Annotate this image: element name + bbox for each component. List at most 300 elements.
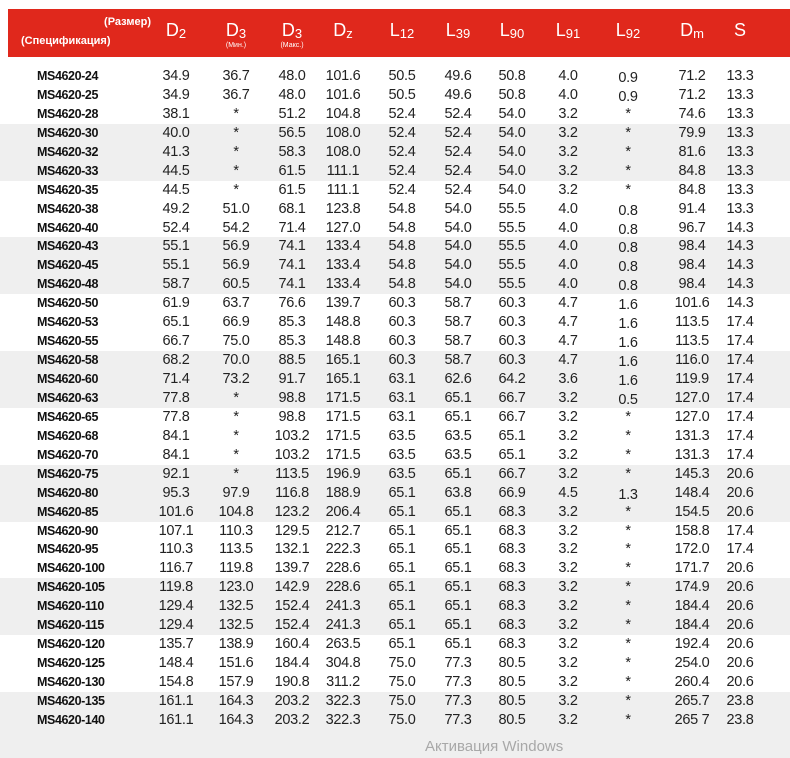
table-cell: 91.7 <box>278 371 306 387</box>
table-cell: 4.0 <box>558 86 578 103</box>
column-subscript: 39 <box>455 26 471 41</box>
table-cell: 65.1 <box>388 598 416 615</box>
table-cell: 160.4 <box>274 636 310 653</box>
table-cell: 14.3 <box>726 295 754 312</box>
table-cell: 3.2 <box>558 541 578 558</box>
table-cell: * <box>625 636 631 653</box>
table-cell: 123.2 <box>274 503 310 520</box>
table-cell: 65.1 <box>444 560 472 577</box>
table-cell: 4.0 <box>558 219 578 236</box>
table-cell: 13.3 <box>726 124 754 141</box>
table-cell: 4.5 <box>558 484 578 501</box>
table-cell: * <box>625 560 631 577</box>
table-cell: 54.0 <box>444 257 472 274</box>
table-cell: 20.6 <box>726 579 754 596</box>
table-row <box>0 654 790 673</box>
table-cell: 66.9 <box>222 314 250 331</box>
windows-activation-watermark: Активация Windows <box>425 738 564 755</box>
table-row <box>0 540 790 559</box>
table-cell: 20.6 <box>726 465 754 482</box>
table-cell: 77.8 <box>162 408 190 425</box>
table-cell: 148.4 <box>158 655 194 672</box>
table-cell: 206.4 <box>325 503 361 520</box>
column-note: (Макс.) <box>280 42 304 49</box>
table-cell: * <box>233 408 239 425</box>
table-cell: 184.4 <box>274 655 310 672</box>
table-cell: 52.4 <box>444 181 472 198</box>
table-cell: 54.8 <box>388 238 416 255</box>
row-spec-name: MS4620-25 <box>37 87 99 102</box>
table-cell: 56.9 <box>222 238 250 255</box>
row-spec-name: MS4620-120 <box>37 637 105 652</box>
table-cell: 63.8 <box>444 484 472 501</box>
table-cell: 52.4 <box>388 105 416 122</box>
table-cell: 80.5 <box>498 711 526 728</box>
table-cell: 184.4 <box>674 598 710 615</box>
row-spec-name: MS4620-38 <box>37 201 99 216</box>
table-row <box>0 578 790 597</box>
table-cell: 241.3 <box>325 598 361 615</box>
table-cell: 52.4 <box>444 105 472 122</box>
table-cell: 108.0 <box>325 124 361 141</box>
table-cell: 4.0 <box>558 238 578 255</box>
table-cell: 3.2 <box>558 655 578 672</box>
table-cell: 0.8 <box>618 202 638 219</box>
table-cell: 68.3 <box>498 636 526 653</box>
table-cell: 132.5 <box>218 617 254 634</box>
table-cell: 20.6 <box>726 617 754 634</box>
table-row <box>0 105 790 124</box>
table-cell: 91.4 <box>678 200 706 217</box>
table-cell: 63.7 <box>222 295 250 312</box>
row-spec-name: MS4620-140 <box>37 712 105 727</box>
table-cell: 44.5 <box>162 181 190 198</box>
table-cell: 1.6 <box>618 373 638 389</box>
table-cell: 65.1 <box>388 541 416 558</box>
table-row <box>0 465 790 484</box>
table-row <box>0 446 790 465</box>
table-cell: 65.1 <box>444 617 472 634</box>
table-cell: 3.2 <box>558 389 578 406</box>
table-cell: 111.1 <box>326 181 360 198</box>
column-header <box>500 20 524 41</box>
table-cell: 241.3 <box>325 617 361 634</box>
table-cell: 55.5 <box>498 257 526 274</box>
table-cell: 17.4 <box>726 446 754 463</box>
row-spec-name: MS4620-58 <box>37 353 99 368</box>
table-cell: 74.6 <box>678 105 706 122</box>
table-cell: 54.8 <box>388 257 416 274</box>
table-cell: 154.8 <box>158 674 194 690</box>
table-cell: 116.8 <box>275 484 309 501</box>
table-cell: 97.9 <box>222 484 250 501</box>
column-symbol: D <box>165 20 179 40</box>
table-cell: 63.1 <box>388 371 416 387</box>
table-cell: 60.3 <box>498 295 526 312</box>
row-spec-name: MS4620-115 <box>37 618 104 633</box>
table-cell: 77.3 <box>444 711 472 728</box>
table-cell: 133.4 <box>325 257 361 274</box>
table-cell: 123.0 <box>218 579 254 596</box>
table-cell: 3.2 <box>558 503 578 520</box>
table-cell: 304.8 <box>325 655 361 672</box>
row-spec-name: MS4620-110 <box>37 599 104 614</box>
table-cell: 52.4 <box>388 162 416 179</box>
column-header <box>680 20 704 41</box>
table-cell: 48.0 <box>278 86 306 103</box>
table-cell: 61.9 <box>162 295 190 312</box>
table-cell: 36.7 <box>222 68 250 84</box>
table-cell: 66.7 <box>498 389 526 406</box>
column-symbol: L <box>499 20 510 40</box>
table-cell: * <box>233 124 239 141</box>
table-cell: 171.5 <box>325 446 361 463</box>
table-cell: 119.8 <box>219 560 253 577</box>
table-cell: * <box>625 692 631 709</box>
table-cell: 92.1 <box>162 465 190 482</box>
table-cell: 54.8 <box>388 200 416 217</box>
table-cell: 145.3 <box>674 465 710 482</box>
table-cell: 3.2 <box>558 692 578 709</box>
table-row <box>0 181 790 200</box>
table-cell: 104.8 <box>218 503 254 520</box>
table-cell: 3.2 <box>558 446 578 463</box>
table-cell: 171.5 <box>325 389 361 406</box>
table-cell: 80.5 <box>498 674 526 690</box>
table-cell: 50.5 <box>388 68 416 84</box>
table-cell: 0.8 <box>618 221 638 238</box>
table-cell: 65.1 <box>498 446 526 463</box>
table-cell: 23.8 <box>726 692 754 709</box>
table-row <box>0 162 790 181</box>
row-spec-name: MS4620-28 <box>37 106 99 121</box>
table-cell: 63.1 <box>388 389 416 406</box>
table-cell: 20.6 <box>726 636 754 653</box>
table-row <box>0 484 790 503</box>
table-cell: 4.0 <box>558 276 578 293</box>
table-cell: * <box>233 427 239 444</box>
table-cell: * <box>625 655 631 672</box>
table-cell: 131.3 <box>674 446 710 463</box>
table-cell: 4.7 <box>558 295 578 312</box>
table-cell: 132.5 <box>218 598 254 615</box>
table-cell: 263.5 <box>325 636 361 653</box>
table-cell: 1.6 <box>618 297 638 314</box>
table-cell: * <box>625 408 631 425</box>
table-cell: 75.0 <box>388 692 416 709</box>
table-cell: * <box>625 446 631 463</box>
table-cell: 85.3 <box>278 333 306 350</box>
table-cell: 63.5 <box>444 427 472 444</box>
table-cell: 77.3 <box>444 692 472 709</box>
table-cell: 104.8 <box>325 105 361 122</box>
table-cell: * <box>625 105 631 122</box>
table-cell: 54.0 <box>444 200 472 217</box>
table-cell: * <box>233 389 239 406</box>
row-spec-name: MS4620-60 <box>37 372 99 386</box>
table-cell: 190.8 <box>274 674 310 690</box>
table-cell: 58.7 <box>444 314 472 331</box>
table-cell: * <box>625 503 631 520</box>
table-row <box>0 597 790 616</box>
table-cell: 14.3 <box>726 219 754 236</box>
column-symbol: D <box>333 20 347 40</box>
table-cell: 80.5 <box>498 692 526 709</box>
table-cell: 311.2 <box>326 674 360 690</box>
table-cell: 88.5 <box>278 352 306 369</box>
column-header <box>734 20 746 41</box>
table-cell: 139.7 <box>274 560 310 577</box>
table-cell: 68.3 <box>498 560 526 577</box>
table-row <box>0 275 790 294</box>
table-cell: * <box>625 124 631 141</box>
table-cell: 171.7 <box>674 560 710 577</box>
table-cell: 68.2 <box>162 352 190 369</box>
table-cell: 51.2 <box>278 105 306 122</box>
table-cell: 56.9 <box>222 257 250 274</box>
table-cell: 55.5 <box>498 200 526 217</box>
table-cell: 3.2 <box>558 465 578 482</box>
column-subscript: 12 <box>399 26 415 41</box>
table-cell: 60.3 <box>498 352 526 369</box>
table-cell: 71.4 <box>278 219 306 236</box>
row-spec-name: MS4620-90 <box>37 523 99 538</box>
table-row <box>0 408 790 427</box>
table-cell: 17.4 <box>726 389 754 406</box>
table-cell: 139.7 <box>325 295 361 312</box>
size-label: (Размер) <box>104 16 151 28</box>
table-cell: 113.5 <box>675 314 709 331</box>
table-cell: 50.8 <box>498 68 526 84</box>
table-row <box>0 522 790 541</box>
table-cell: 13.3 <box>726 86 754 103</box>
row-spec-name: MS4620-80 <box>37 485 99 500</box>
row-spec-name: MS4620-65 <box>37 409 99 424</box>
table-cell: * <box>233 446 239 463</box>
table-cell: 203.2 <box>274 711 310 728</box>
table-row <box>0 503 790 522</box>
table-cell: 0.8 <box>618 240 638 257</box>
table-cell: 68.3 <box>498 503 526 520</box>
table-cell: 148.4 <box>674 484 710 501</box>
table-row <box>0 389 790 408</box>
table-cell: 158.8 <box>674 522 710 539</box>
column-symbol: L <box>389 20 400 40</box>
table-cell: 58.7 <box>444 352 472 369</box>
table-cell: 75.0 <box>388 655 416 672</box>
table-cell: 40.0 <box>162 124 190 141</box>
table-cell: 60.3 <box>388 314 416 331</box>
table-cell: 13.3 <box>726 181 754 198</box>
table-cell: 151.6 <box>218 655 254 672</box>
table-cell: 65.1 <box>498 427 526 444</box>
table-cell: 113.5 <box>675 333 709 350</box>
table-cell: 4.0 <box>558 200 578 217</box>
table-cell: 17.4 <box>726 427 754 444</box>
table-cell: 322.3 <box>325 692 361 709</box>
table-row <box>0 86 790 105</box>
table-cell: 54.0 <box>444 238 472 255</box>
row-spec-name: MS4620-105 <box>37 580 105 595</box>
row-spec-name: MS4620-75 <box>37 466 99 481</box>
table-cell: * <box>233 105 239 122</box>
table-cell: 133.4 <box>325 276 361 293</box>
table-cell: 184.4 <box>674 617 710 634</box>
table-cell: 34.9 <box>162 86 190 103</box>
table-cell: 119.9 <box>675 371 709 387</box>
table-cell: 65.1 <box>444 465 472 482</box>
row-spec-name: MS4620-95 <box>37 542 99 557</box>
table-cell: 132.1 <box>274 541 310 558</box>
table-cell: * <box>625 162 631 179</box>
table-cell: 103.2 <box>274 427 310 444</box>
table-cell: 60.3 <box>388 352 416 369</box>
table-cell: 65.1 <box>388 617 416 634</box>
table-cell: 13.3 <box>726 200 754 217</box>
column-subscript: z <box>346 26 353 41</box>
table-cell: * <box>233 465 239 482</box>
column-header <box>226 20 246 41</box>
table-cell: 65.1 <box>388 522 416 539</box>
table-cell: 76.6 <box>278 295 306 312</box>
table-row <box>0 67 790 86</box>
table-cell: 52.4 <box>162 219 190 236</box>
table-cell: 58.7 <box>444 295 472 312</box>
table-cell: 127.0 <box>674 389 710 406</box>
table-cell: 66.7 <box>498 465 526 482</box>
column-header <box>333 20 353 41</box>
table-cell: 101.6 <box>674 295 710 312</box>
table-cell: 148.8 <box>325 333 361 350</box>
row-spec-name: MS4620-33 <box>37 163 99 178</box>
table-cell: 13.3 <box>726 162 754 179</box>
table-cell: 171.5 <box>325 427 361 444</box>
table-cell: 165.1 <box>325 371 361 387</box>
row-spec-name: MS4620-130 <box>37 675 105 689</box>
table-cell: 23.8 <box>726 711 754 728</box>
table-cell: 54.8 <box>388 276 416 293</box>
table-cell: 52.4 <box>444 162 472 179</box>
table-cell: 20.6 <box>726 674 754 690</box>
table-cell: 20.6 <box>726 598 754 615</box>
table-cell: * <box>625 522 631 539</box>
table-cell: 61.5 <box>278 162 306 179</box>
table-cell: 101.6 <box>325 86 361 103</box>
table-cell: 95.3 <box>162 484 190 501</box>
spec-table <box>0 67 790 758</box>
table-cell: 54.0 <box>498 143 526 160</box>
row-spec-name: MS4620-63 <box>37 390 99 405</box>
table-cell: 65.1 <box>388 484 416 501</box>
table-cell: 50.8 <box>498 86 526 103</box>
table-cell: 34.9 <box>162 68 190 84</box>
table-row <box>0 256 790 275</box>
column-subscript: 91 <box>565 26 581 41</box>
table-cell: 3.2 <box>558 579 578 596</box>
table-cell: 79.9 <box>678 124 706 141</box>
table-cell: 75.0 <box>388 674 416 690</box>
table-cell: 101.6 <box>325 68 361 84</box>
table-cell: 3.2 <box>558 617 578 634</box>
table-cell: 81.6 <box>678 143 706 160</box>
table-cell: 52.4 <box>444 143 472 160</box>
table-cell: 54.0 <box>498 105 526 122</box>
table-cell: 63.5 <box>444 446 472 463</box>
table-row <box>0 237 790 256</box>
table-cell: 108.0 <box>325 143 361 160</box>
table-cell: 222.3 <box>325 541 361 558</box>
table-cell: 98.4 <box>678 276 706 293</box>
table-cell: 60.3 <box>498 333 526 350</box>
table-cell: 63.5 <box>388 465 416 482</box>
table-cell: 17.4 <box>726 408 754 425</box>
table-cell: 20.6 <box>726 655 754 672</box>
table-cell: 68.1 <box>278 200 306 217</box>
table-cell: 161.1 <box>158 692 194 709</box>
spec-label: (Спецификация) <box>21 35 111 47</box>
row-spec-name: MS4620-85 <box>37 504 99 519</box>
table-cell: 98.4 <box>678 257 706 274</box>
column-symbol: L <box>445 20 456 40</box>
table-cell: 65.1 <box>444 598 472 615</box>
table-cell: 68.3 <box>498 579 526 596</box>
table-cell: 260.4 <box>674 674 710 690</box>
table-cell: 129.4 <box>158 598 194 615</box>
table-cell: 74.1 <box>278 238 306 255</box>
table-cell: 1.6 <box>618 335 638 352</box>
table-cell: 228.6 <box>325 579 361 596</box>
table-cell: 98.4 <box>678 238 706 255</box>
row-spec-name: MS4620-30 <box>37 125 99 140</box>
table-cell: 174.9 <box>674 579 710 596</box>
table-cell: 65.1 <box>444 503 472 520</box>
table-cell: 161.1 <box>158 711 194 728</box>
table-cell: 1.3 <box>618 486 638 503</box>
row-spec-name: MS4620-50 <box>37 296 99 311</box>
table-cell: 265 7 <box>674 711 710 728</box>
table-header <box>8 9 790 57</box>
table-cell: 68.3 <box>498 598 526 615</box>
table-row <box>0 673 790 692</box>
table-cell: 3.2 <box>558 674 578 690</box>
table-cell: * <box>625 711 631 728</box>
table-cell: 196.9 <box>325 465 361 482</box>
table-cell: 80.5 <box>498 655 526 672</box>
table-cell: 3.2 <box>558 162 578 179</box>
table-cell: 65.1 <box>444 522 472 539</box>
column-symbol: D <box>680 20 694 40</box>
table-row <box>0 124 790 143</box>
table-cell: 55.1 <box>162 238 190 255</box>
table-cell: 54.0 <box>444 276 472 293</box>
table-cell: 3.2 <box>558 711 578 728</box>
table-cell: 65.1 <box>444 389 472 406</box>
table-cell: 63.5 <box>388 427 416 444</box>
table-cell: 65.1 <box>388 636 416 653</box>
table-cell: 55.1 <box>162 257 190 274</box>
table-cell: 52.4 <box>388 124 416 141</box>
table-cell: * <box>625 143 631 160</box>
table-cell: 17.4 <box>726 371 754 387</box>
table-cell: 13.3 <box>726 143 754 160</box>
table-cell: 3.2 <box>558 427 578 444</box>
table-cell: 54.0 <box>444 219 472 236</box>
table-cell: 75.0 <box>388 711 416 728</box>
table-cell: 52.4 <box>388 181 416 198</box>
table-cell: 20.6 <box>726 560 754 577</box>
table-cell: 14.3 <box>726 257 754 274</box>
table-row <box>0 332 790 351</box>
